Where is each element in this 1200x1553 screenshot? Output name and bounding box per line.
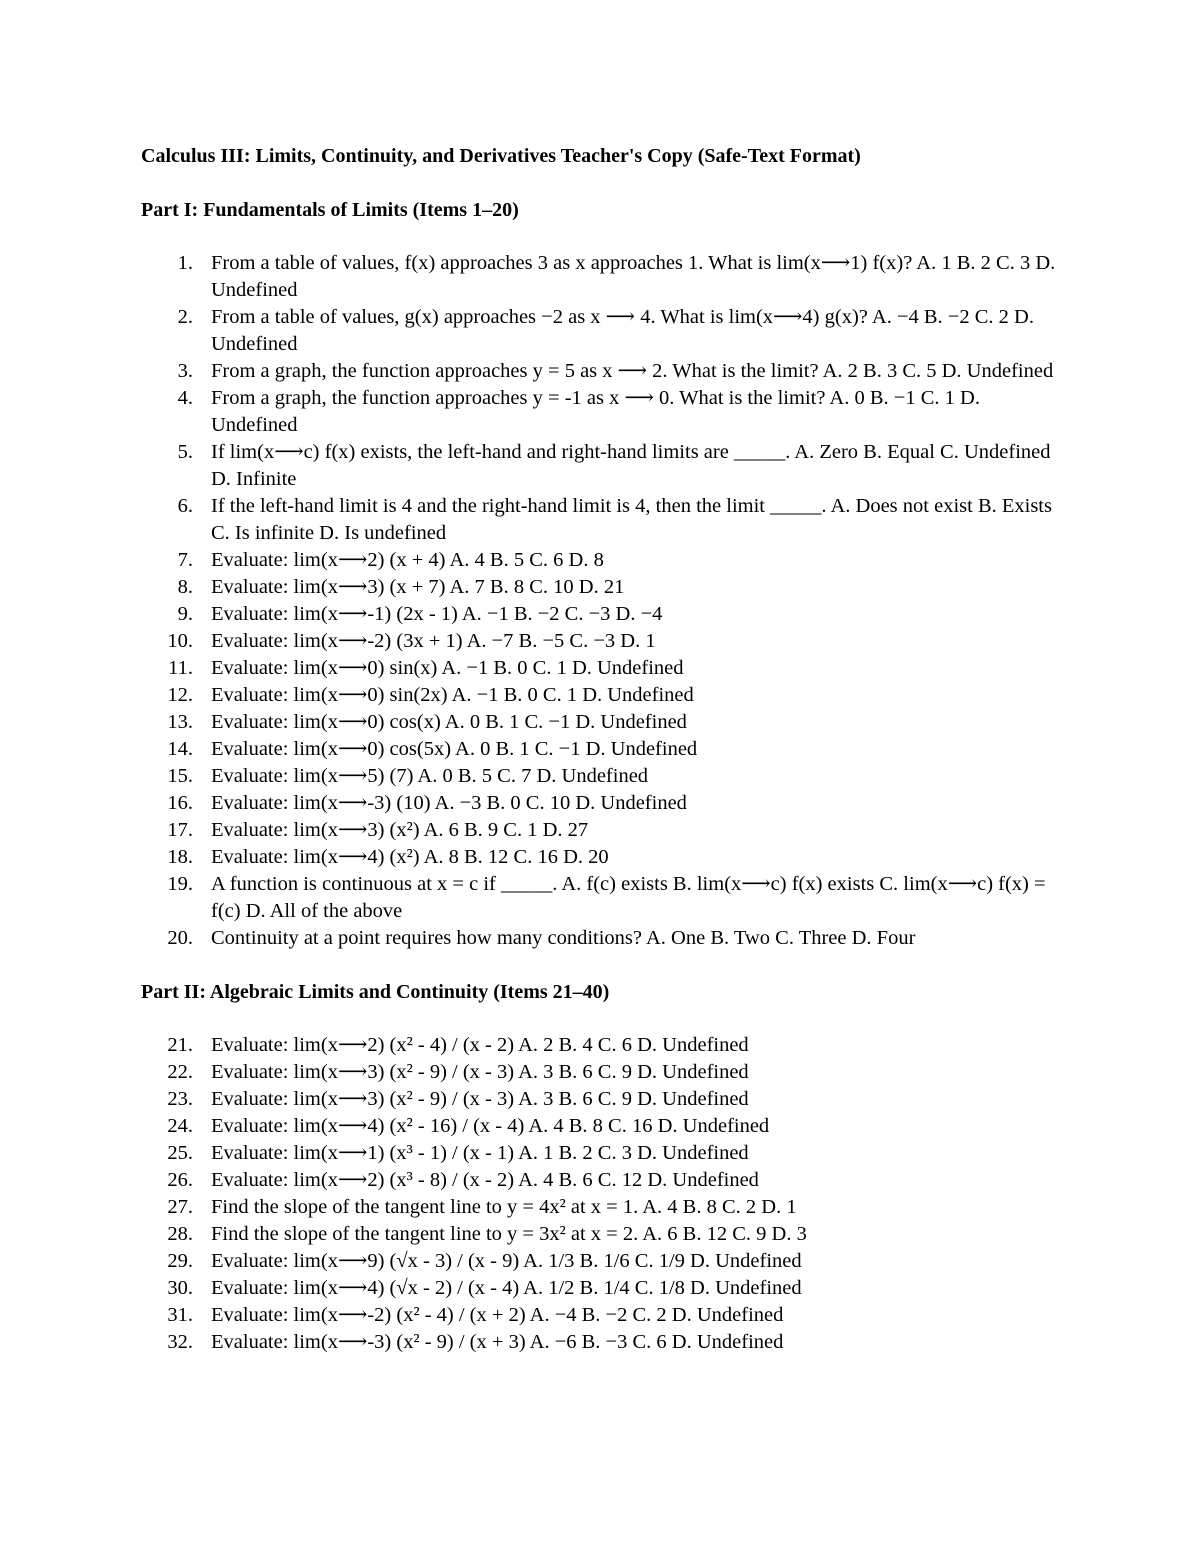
question-text: Evaluate: lim(x⟶-2) (x² - 4) / (x + 2) A. −4 B. −2 C. 2 D. Undefined [211,1304,784,1326]
question-item [141,1032,1061,1059]
question-item [141,1140,1061,1167]
question-number: 30. [167,1277,193,1299]
question-number: 26. [167,1169,193,1191]
question-item [141,1059,1061,1086]
question-text: Evaluate: lim(x⟶0) cos(5x) A. 0 B. 1 C. −1 D. Undefined [211,738,698,760]
question-item [141,871,1061,925]
question-number: 14. [167,738,193,760]
question-text: Evaluate: lim(x⟶3) (x + 7) A. 7 B. 8 C. 10 D. 21 [211,576,625,598]
spacer [141,1006,1061,1032]
question-number: 2. [177,306,193,328]
question-text: Evaluate: lim(x⟶-3) (x² - 9) / (x + 3) A. −6 B. −3 C. 6 D. Undefined [211,1331,784,1353]
question-number: 11. [168,657,193,679]
question-number: 9. [177,603,193,625]
question-text: Evaluate: lim(x⟶2) (x² - 4) / (x - 2) A. 2 B. 4 C. 6 D. Undefined [211,1034,749,1056]
question-item [141,844,1061,871]
question-number: 5. [177,441,193,463]
question-text: Evaluate: lim(x⟶0) cos(x) A. 0 B. 1 C. −1 D. Undefined [211,711,687,733]
question-item [141,682,1061,709]
question-number: 23. [167,1088,193,1110]
question-item [141,1302,1061,1329]
question-text: Evaluate: lim(x⟶3) (x²) A. 6 B. 9 C. 1 D. 27 [211,819,589,841]
question-number: 7. [177,549,193,571]
question-text: Find the slope of the tangent line to y = 4x² at x = 1. A. 4 B. 8 C. 2 D. 1 [211,1196,797,1218]
question-number: 28. [167,1223,193,1245]
question-text: If the left-hand limit is 4 and the right-hand limit is 4, then the limit _____. A. Does not exist B. Exists C. Is infinite D. Is undefined [211,495,1052,544]
question-item [141,493,1061,547]
question-number: 20. [167,927,193,949]
part-heading: Part I: Fundamentals of Limits (Items 1–20) [141,199,519,221]
question-item [141,439,1061,493]
question-item [141,574,1061,601]
question-text: Evaluate: lim(x⟶0) sin(x) A. −1 B. 0 C. 1 D. Undefined [211,657,684,679]
question-text: Evaluate: lim(x⟶-1) (2x - 1) A. −1 B. −2 C. −3 D. −4 [211,603,663,625]
question-item [141,601,1061,628]
question-text: From a graph, the function approaches y = -1 as x ⟶ 0. What is the limit? A. 0 B. −1 C. 1 D. Undefined [211,387,980,436]
question-number: 31. [167,1304,193,1326]
question-text: Evaluate: lim(x⟶2) (x³ - 8) / (x - 2) A. 4 B. 6 C. 12 D. Undefined [211,1169,759,1191]
question-text: Evaluate: lim(x⟶1) (x³ - 1) / (x - 1) A. 1 B. 2 C. 3 D. Undefined [211,1142,749,1164]
document-title: Calculus III: Limits, Continuity, and Derivatives Teacher's Copy (Safe-Text Format) [141,145,861,167]
question-number: 15. [167,765,193,787]
question-text: Evaluate: lim(x⟶5) (7) A. 0 B. 5 C. 7 D. Undefined [211,765,649,787]
question-text: Continuity at a point requires how many conditions? A. One B. Two C. Three D. Four [211,927,916,949]
question-item [141,736,1061,763]
question-text: From a table of values, g(x) approaches −2 as x ⟶ 4. What is lim(x⟶4) g(x)? A. −4 B. −2 C. 2 D. Undefined [211,306,1034,355]
question-text: Evaluate: lim(x⟶2) (x + 4) A. 4 B. 5 C. 6 D. 8 [211,549,604,571]
question-number: 17. [167,819,193,841]
question-item [141,1275,1061,1302]
question-number: 12. [167,684,193,706]
question-text: Evaluate: lim(x⟶4) (x² - 16) / (x - 4) A. 4 B. 8 C. 16 D. Undefined [211,1115,770,1137]
question-text: If lim(x⟶c) f(x) exists, the left-hand and right-hand limits are _____. A. Zero B. Equal C. Undefined D. Infinite [211,441,1051,490]
question-item [141,358,1061,385]
question-text: From a graph, the function approaches y = 5 as x ⟶ 2. What is the limit? A. 2 B. 3 C. 5 D. Undefined [211,360,1054,382]
question-text: A function is continuous at x = c if _____. A. f(c) exists B. lim(x⟶c) f(x) exists C. lim(x⟶c) f(x) = f(c) D. All of the above [211,873,1046,922]
part-2 [141,979,1061,1356]
spacer [141,170,1061,197]
question-number: 22. [167,1061,193,1083]
question-text: Evaluate: lim(x⟶-3) (10) A. −3 B. 0 C. 10 D. Undefined [211,792,687,814]
question-number: 8. [177,576,193,598]
part-1 [141,197,1061,952]
part-heading: Part II: Algebraic Limits and Continuity (Items 21–40) [141,981,610,1003]
question-text: Find the slope of the tangent line to y = 3x² at x = 2. A. 6 B. 12 C. 9 D. 3 [211,1223,807,1245]
question-text: Evaluate: lim(x⟶3) (x² - 9) / (x - 3) A. 3 B. 6 C. 9 D. Undefined [211,1088,749,1110]
question-number: 18. [167,846,193,868]
question-item [141,628,1061,655]
question-number: 3. [177,360,193,382]
question-item [141,547,1061,574]
question-number: 6. [177,495,193,517]
question-text: Evaluate: lim(x⟶3) (x² - 9) / (x - 3) A. 3 B. 6 C. 9 D. Undefined [211,1061,749,1083]
question-item [141,709,1061,736]
question-item [141,1167,1061,1194]
question-text: Evaluate: lim(x⟶-2) (3x + 1) A. −7 B. −5 C. −3 D. 1 [211,630,656,652]
question-item [141,1221,1061,1248]
question-number: 29. [167,1250,193,1272]
question-number: 24. [167,1115,193,1137]
question-number: 16. [167,792,193,814]
spacer [141,952,1061,979]
question-text: Evaluate: lim(x⟶4) (x²) A. 8 B. 12 C. 16 D. 20 [211,846,609,868]
question-item [141,250,1061,304]
question-number: 32. [167,1331,193,1353]
question-text: Evaluate: lim(x⟶0) sin(2x) A. −1 B. 0 C. 1 D. Undefined [211,684,694,706]
question-number: 4. [177,387,193,409]
question-item [141,790,1061,817]
spacer [141,224,1061,250]
question-number: 13. [167,711,193,733]
question-number: 10. [167,630,193,652]
document-page [141,143,1061,1356]
question-item [141,1086,1061,1113]
question-item [141,763,1061,790]
question-number: 27. [167,1196,193,1218]
question-item [141,925,1061,952]
question-list [141,1032,1061,1356]
question-item [141,817,1061,844]
question-list [141,250,1061,952]
question-item [141,304,1061,358]
question-number: 21. [167,1034,193,1056]
question-item [141,385,1061,439]
question-text: Evaluate: lim(x⟶4) (√x - 2) / (x - 4) A. 1/2 B. 1/4 C. 1/8 D. Undefined [211,1277,802,1299]
question-item [141,1248,1061,1275]
question-item [141,655,1061,682]
question-item [141,1194,1061,1221]
question-text: From a table of values, f(x) approaches 3 as x approaches 1. What is lim(x⟶1) f(x)? A. 1 B. 2 C. 3 D. Undefined [211,252,1056,301]
question-text: Evaluate: lim(x⟶9) (√x - 3) / (x - 9) A. 1/3 B. 1/6 C. 1/9 D. Undefined [211,1250,802,1272]
question-number: 1. [177,252,193,274]
question-item [141,1329,1061,1356]
question-number: 19. [167,873,193,895]
question-number: 25. [167,1142,193,1164]
question-item [141,1113,1061,1140]
